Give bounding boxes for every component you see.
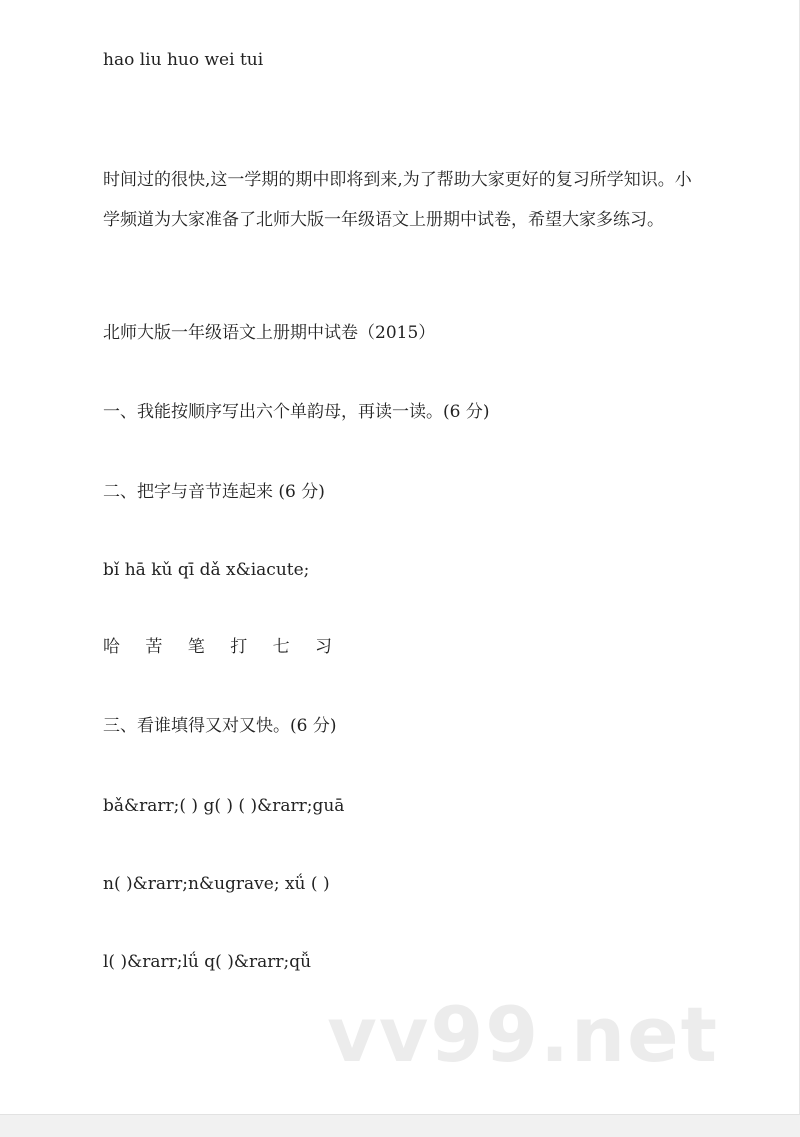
question-2-pinyin: bǐ hā kǔ qī dǎ x&iacute; — [103, 560, 310, 580]
intro-paragraph: 时间过的很快,这一学期的期中即将到来,为了帮助大家更好的复习所学知识。小学频道为大家准备了北师大版一年级语文上册期中试卷，希望大家多练习。 — [103, 170, 692, 230]
question-3: 三、看谁填得又对又快。(6 分) — [103, 716, 337, 736]
question-3-line-3: l( )&rarr;lǘ q( )&rarr;qǚ — [103, 952, 312, 972]
question-2: 二、把字与音节连起来 (6 分) — [103, 482, 325, 502]
exam-title: 北师大版一年级语文上册期中试卷（2015） — [103, 323, 436, 343]
pinyin-header-line: hao liu huo wei tui — [103, 50, 264, 70]
watermark: vv99.net — [327, 990, 719, 1079]
page-bottom-band — [0, 1114, 800, 1137]
question-3-line-1: bǎ&rarr;( ) g( ) ( )&rarr;guā — [103, 796, 345, 816]
question-2-characters: 哈 苦 笔 打 七 习 — [103, 637, 343, 657]
question-1: 一、我能按顺序写出六个单韵母，再读一读。(6 分) — [103, 402, 490, 422]
question-3-line-2: n( )&rarr;n&ugrave; xǘ ( ) — [103, 874, 330, 894]
